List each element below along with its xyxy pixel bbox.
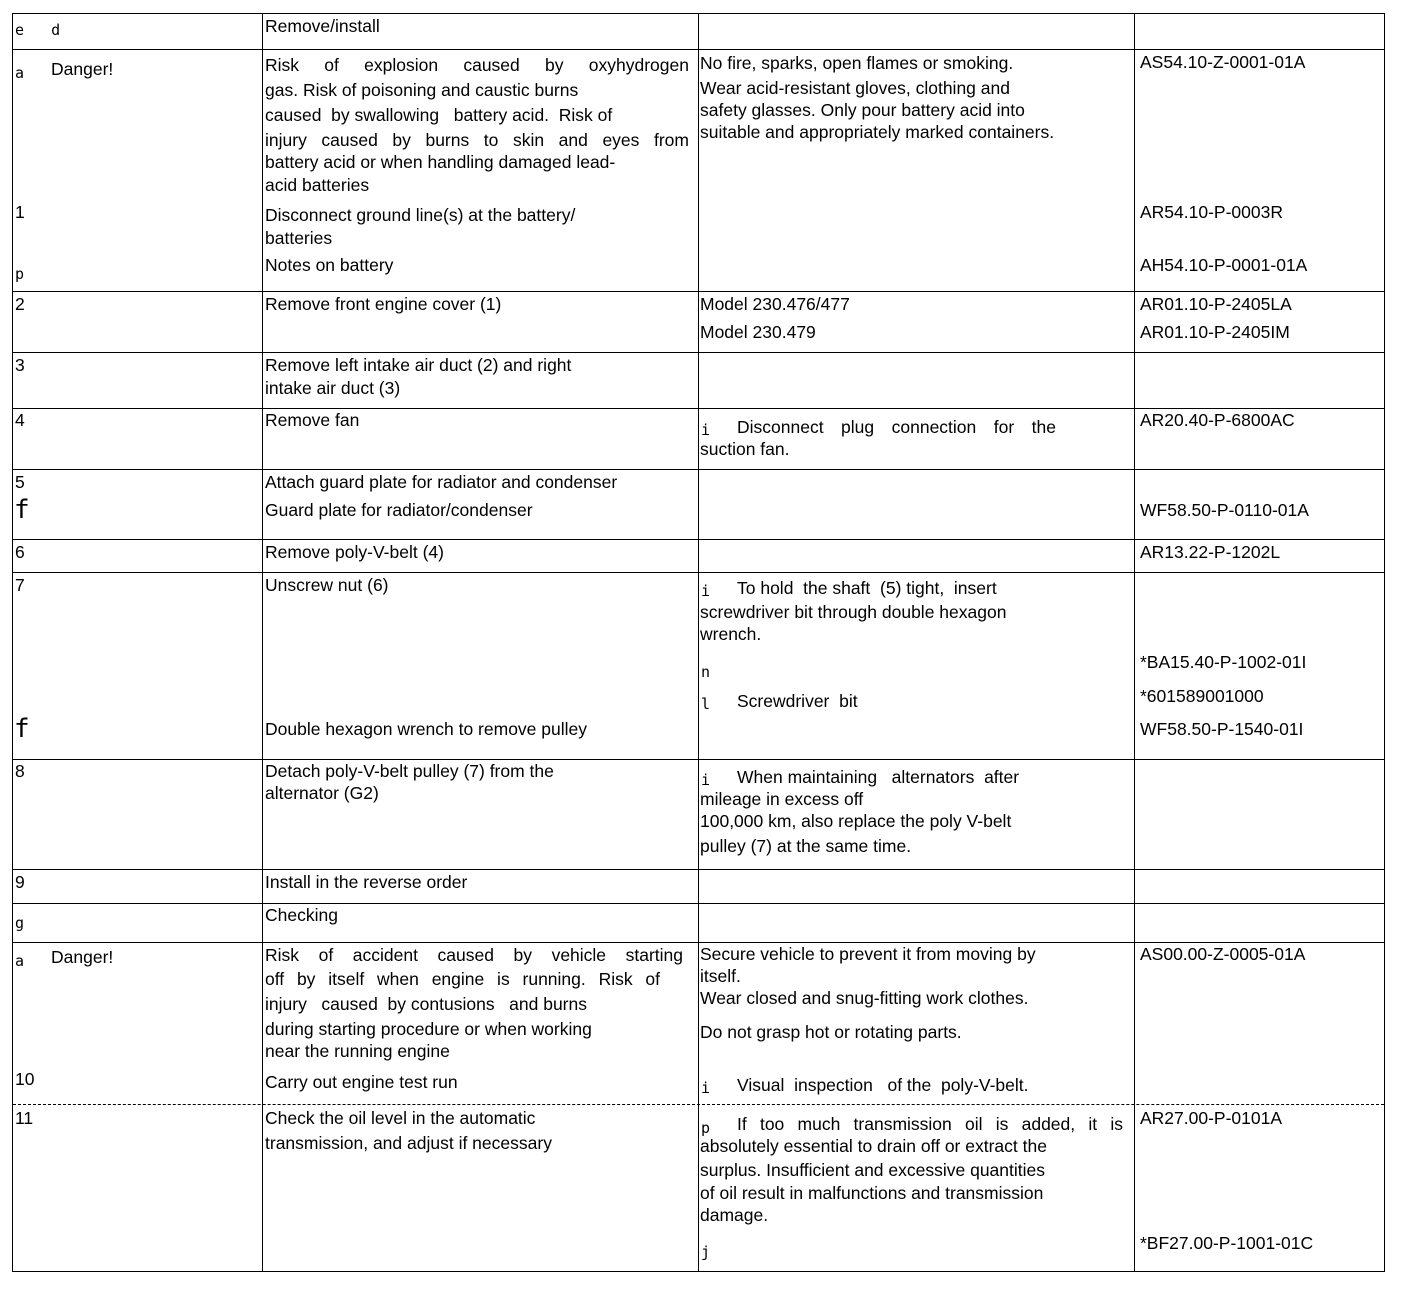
step-text: Unscrew nut (6) [265,575,389,595]
info-note-line: screwdriver bit through double hexagon [700,602,1007,622]
step-number: 2 [15,294,25,314]
row-divider [13,869,1384,870]
step-text-line: Detach poly-V-belt pulley (7) from the [265,761,554,781]
reference-code[interactable]: *BF27.00-P-1001-01C [1140,1233,1314,1253]
warning-note-line: of oil result in malfunctions and transmission [700,1183,1044,1203]
step-number: 7 [15,575,25,595]
note-icon: n [701,663,711,681]
reference-code[interactable]: *601589001000 [1140,686,1264,706]
step-text: Remove front engine cover (1) [265,294,502,314]
reference-code[interactable]: AR01.10-P-2405IM [1140,322,1290,342]
row-divider [13,352,1384,353]
step-number: 11 [15,1108,34,1128]
reference-code[interactable]: WF58.50-P-0110-01A [1140,500,1309,520]
safety-note-line: safety glasses. Only pour battery acid into [700,100,1025,120]
step-text: Carry out engine test run [265,1072,458,1092]
column-divider [698,14,699,1271]
header-symbols: e d [15,21,61,39]
tool-icon: f [14,495,30,525]
step-number: 10 [15,1069,35,1089]
safety-note-line: Wear acid-resistant gloves, clothing and [700,78,1010,98]
info-note-line: mileage in excess off [700,789,864,809]
danger-text-line: near the running engine [265,1041,450,1061]
reference-code[interactable]: WF58.50-P-1540-01I [1140,719,1304,739]
step-text-line: Check the oil level in the automatic [265,1108,536,1128]
safety-note-line: Wear closed and snug-fitting work clothes. [700,988,1029,1008]
note-icon: p [15,265,25,283]
danger-text-line: Risk of accident caused by vehicle starting [265,945,683,965]
danger-label: Danger! [51,947,114,967]
step-number: 4 [15,410,25,430]
step-number: 8 [15,761,25,781]
info-note-line: wrench. [700,624,762,644]
step-text-line: transmission, and adjust if necessary [265,1133,552,1153]
warning-note-line: absolutely essential to drain off or extract the [700,1136,1047,1156]
row-divider [13,539,1384,540]
danger-icon: a [15,952,25,970]
row-divider [13,572,1384,573]
info-note-line: 100,000 km, also replace the poly V-belt [700,811,1012,831]
reference-code[interactable]: AR27.00-P-0101A [1140,1108,1283,1128]
step-number: 3 [15,355,25,375]
info-note-line: pulley (7) at the same time. [700,836,912,856]
step-text-line: Remove left intake air duct (2) and right [265,355,572,375]
reference-code[interactable]: *BA15.40-P-1002-01I [1140,652,1307,672]
row-divider [13,469,1384,470]
safety-note-line: itself. [700,966,741,986]
tool-text: Screwdriver bit [737,691,858,711]
danger-label: Danger! [51,59,114,79]
danger-text-line: gas. Risk of poisoning and caustic burns [265,80,579,100]
tool-text: Guard plate for radiator/condenser [265,500,533,520]
danger-icon: a [15,64,25,82]
step-text: Remove fan [265,410,360,430]
danger-text-line: caused by swallowing battery acid. Risk of [265,105,613,125]
row-divider [13,49,1384,50]
model-note: Model 230.479 [700,322,816,342]
danger-text-line: acid batteries [265,175,370,195]
danger-text-line: during starting procedure or when working [265,1019,592,1039]
tool-icon: f [14,714,30,744]
check-icon: g [15,914,25,932]
info-note: Visual inspection of the poly-V-belt. [737,1075,1029,1095]
safety-note-line: suitable and appropriately marked containers. [700,122,1055,142]
info-icon: i [701,582,711,600]
info-icon: i [701,1079,711,1097]
row-divider [13,291,1384,292]
step-number: 9 [15,872,25,892]
row-divider [13,903,1384,904]
document-icon: j [701,1243,711,1261]
info-note-line: suction fan. [700,439,790,459]
step-number: 1 [15,202,25,222]
danger-text-line: injury caused by contusions and burns [265,994,587,1014]
step-number: 6 [15,542,25,562]
danger-text-line: off by itself when engine is running. Risk of [265,969,660,989]
danger-text-line: injury caused by burns to skin and eyes from [265,130,689,150]
step-text: Checking [265,905,338,925]
step-text: Remove poly-V-belt (4) [265,542,444,562]
step-text-line: intake air duct (3) [265,378,401,398]
page-break-line [13,1104,1384,1105]
danger-text-line: battery acid or when handling damaged lead- [265,152,616,172]
reference-code[interactable]: AR54.10-P-0003R [1140,202,1283,222]
info-icon: i [701,421,711,439]
step-text-line: Disconnect ground line(s) at the battery/ [265,205,576,225]
header-title: Remove/install [265,16,380,36]
column-divider [1134,14,1135,1271]
model-note: Model 230.476/477 [700,294,850,314]
step-number: 5 [15,472,25,492]
reference-code[interactable]: AR01.10-P-2405LA [1140,294,1292,314]
column-divider [262,14,263,1271]
reference-code[interactable]: AR20.40-P-6800AC [1140,410,1295,430]
danger-text-line: Risk of explosion caused by oxyhydrogen [265,55,689,75]
safety-note-line: No fire, sparks, open flames or smoking. [700,53,1014,73]
step-text: Attach guard plate for radiator and condenser [265,472,618,492]
step-text: Notes on battery [265,255,394,275]
info-icon: i [701,771,711,789]
warning-note-line: damage. [700,1205,769,1225]
reference-code[interactable]: AR13.22-P-1202L [1140,542,1281,562]
info-note-line: To hold the shaft (5) tight, insert [737,578,997,598]
step-text-line: alternator (G2) [265,783,379,803]
step-text: Install in the reverse order [265,872,468,892]
info-note-line: Disconnect plug connection for the [737,417,1056,437]
step-text-line: batteries [265,228,333,248]
safety-note-line: Secure vehicle to prevent it from moving by [700,944,1036,964]
safety-note-line: Do not grasp hot or rotating parts. [700,1022,962,1042]
info-note-line: When maintaining alternators after [737,767,1020,787]
reference-code[interactable]: AH54.10-P-0001-01A [1140,255,1308,275]
tool-text: Double hexagon wrench to remove pulley [265,719,587,739]
row-divider [13,759,1384,760]
warning-note-icon: p [701,1119,711,1137]
reference-code[interactable]: AS00.00-Z-0005-01A [1140,944,1306,964]
warning-note-line: If too much transmission oil is added, it is [737,1114,1123,1134]
warning-note-line: surplus. Insufficient and excessive quantities [700,1160,1046,1180]
reference-code[interactable]: AS54.10-Z-0001-01A [1140,52,1306,72]
tool-icon: l [701,695,711,713]
